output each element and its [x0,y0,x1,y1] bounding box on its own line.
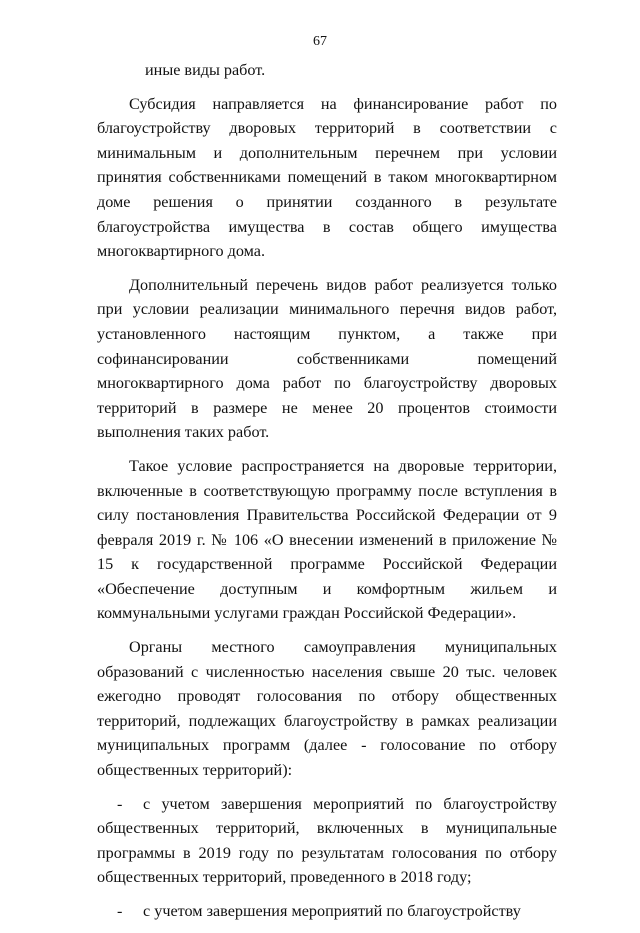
paragraph-additional-list: Дополнительный перечень видов работ реализуется только при условии реализации минимального перечня видов работ, установленного настоящим пунктом, а также при софинансировании собственниками помещений многоквартирного дома работ по благоустройству дворовых территорий в размере не менее 20 процентов стоимости выполнения таких работ. [97,275,557,442]
bullet-text: с учетом завершения мероприятий по благоустройству [143,902,521,920]
bullet-item [97,899,557,924]
document-body [97,58,557,933]
paragraph-condition: Такое условие распространяется на дворовые территории, включенные в соответствующую программу после вступления в силу постановления Правительства Российской Федерации от 9 февраля 2019 г. № 106 «О внесении изменений в приложение № 15 к государственной программе Российской Федерации «Обеспечение доступным и комфортным жильем и коммунальными услугами граждан Российской Федерации». [97,456,557,623]
paragraph-subsidy: Субсидия направляется на финансирование работ по благоустройству дворовых территорий в соответствии с минимальным и дополнительным перечнем при условии принятия собственниками помещений в таком многоквартирном доме решения о принятии созданного в результате благоустройства имущества в состав общего имущества многоквартирного дома. [97,94,557,261]
bullet-item [97,792,557,890]
paragraph-intro: иные виды работ. [145,61,266,79]
paragraph-voting: Органы местного самоуправления муниципальных образований с численностью населения свыше 20 тыс. человек ежегодно проводят голосования по отбору общественных территорий, подлежащих благоустройству в рамках реализации муниципальных программ (далее - голосование по отбору общественных территорий): [97,638,557,780]
page-number: 67 [313,34,327,49]
bullet-dash: - [117,902,123,920]
bullet-dash: - [117,794,123,813]
bullet-text: с учетом завершения мероприятий по благоустройству общественных территорий, включенных в муниципальные программы в 2019 году по результатам голосования по отбору общественных территорий, проведенного в 2018 году; [97,794,557,887]
